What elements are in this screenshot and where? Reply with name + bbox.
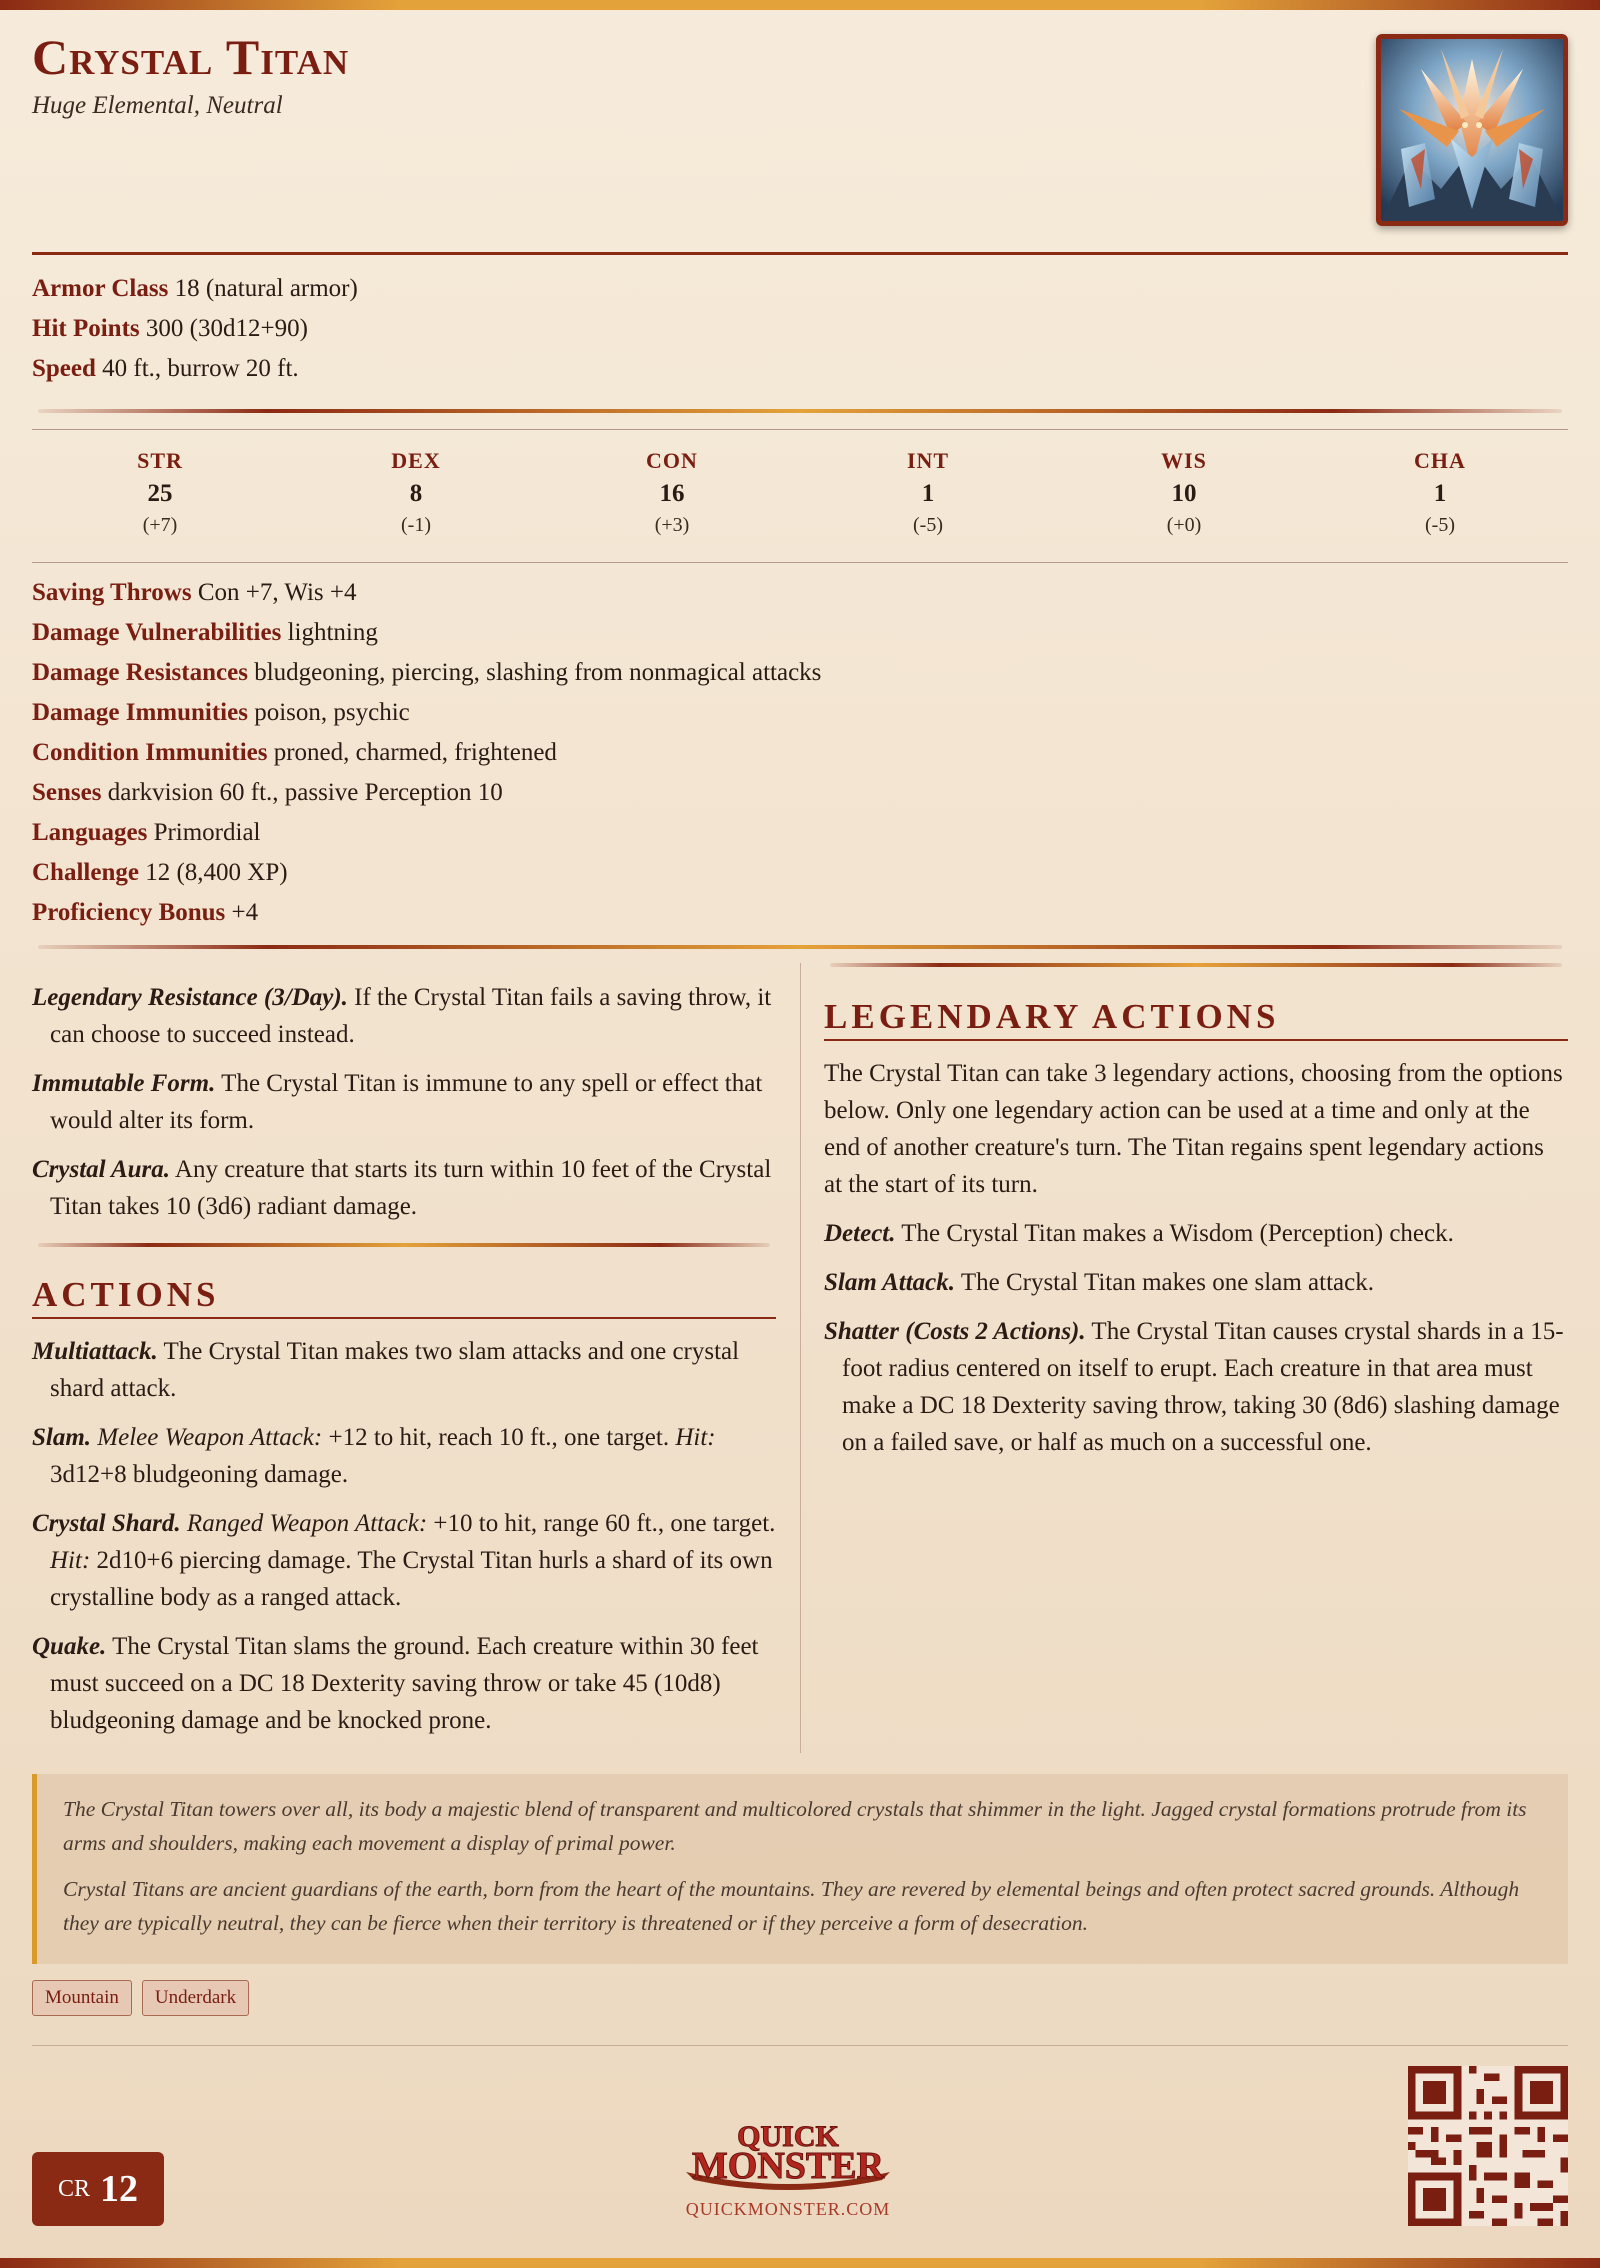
hit-label: Hit: — [675, 1424, 716, 1451]
ability-name: STR — [137, 448, 183, 473]
ability-score: 1 — [1433, 480, 1447, 507]
right-column — [824, 963, 1568, 1473]
prop-label: Damage Vulnerabilities — [32, 619, 282, 646]
prop-value: +4 — [231, 899, 259, 926]
action-text: 2d10+6 piercing damage. The Crystal Titan hurls a shard of its own crystalline body as a ranged attack. — [50, 1547, 773, 1611]
ability-score: 25 — [147, 480, 173, 507]
ability-modifier: (-1) — [401, 514, 431, 536]
legendary-name: Shatter (Costs 2 Actions). — [824, 1318, 1086, 1345]
challenge-line — [32, 853, 1568, 893]
action-crystal-shard — [32, 1505, 776, 1616]
logo-line2: MONSTER — [691, 2145, 885, 2187]
prop-label: Proficiency Bonus — [32, 899, 226, 926]
ability-modifier: (-5) — [1425, 514, 1455, 536]
languages-line — [32, 813, 1568, 853]
prop-label: Saving Throws — [32, 579, 192, 606]
legendary-intro: The Crystal Titan can take 3 legendary actions, choosing from the options below. Only one legendary action can be used at a time and only at the end of another creature's turn. The Titan regains spent legendary actions at the start of its turn. — [824, 1060, 1563, 1198]
prop-label: Languages — [32, 819, 148, 846]
legendary-action — [824, 1313, 1568, 1461]
armor-class-line — [32, 269, 1568, 309]
ability-name: CON — [646, 448, 698, 473]
logo-line1: QUICK — [737, 2120, 839, 2153]
action-quake — [32, 1628, 776, 1739]
proficiency-bonus-line — [32, 893, 1568, 933]
trait — [32, 1151, 776, 1225]
site-url[interactable]: QUICKMONSTER.COM — [685, 2199, 891, 2219]
ability-wis — [1056, 430, 1312, 562]
ability-score: 8 — [409, 480, 423, 507]
trait-name: Legendary Resistance (3/Day). — [32, 984, 348, 1011]
monster-portrait — [1376, 34, 1568, 226]
condition-immunities-line — [32, 733, 1568, 773]
tag-list — [32, 1980, 249, 2016]
trait-text: The Crystal Titan is immune to any spell or effect that would alter its form. — [50, 1070, 763, 1134]
legendary-action — [824, 1264, 1568, 1301]
armor-class-value: 18 (natural armor) — [174, 275, 358, 302]
action-text: The Crystal Titan slams the ground. Each creature within 30 feet must succeed on a DC 18 Dexterity saving throw or take 45 (10d8) bludgeoning damage and be knocked prone. — [50, 1633, 759, 1734]
action-name: Slam. — [32, 1424, 92, 1451]
cr-badge — [32, 2152, 164, 2226]
divider-rule — [38, 945, 1562, 949]
prop-value: 12 (8,400 XP) — [145, 859, 288, 886]
trait-name: Immutable Form. — [32, 1070, 216, 1097]
prop-label: Damage Immunities — [32, 699, 248, 726]
legendary-name: Slam Attack. — [824, 1269, 956, 1296]
action-text: +12 to hit, reach 10 ft., one target. — [322, 1424, 676, 1451]
prop-value: Con +7, Wis +4 — [197, 579, 357, 606]
action-text: The Crystal Titan makes two slam attacks and one crystal shard attack. — [50, 1338, 740, 1402]
ability-int — [800, 430, 1056, 562]
damage-vulnerabilities-line — [32, 613, 1568, 653]
speed-value: 40 ft., burrow 20 ft. — [102, 355, 299, 382]
left-column — [32, 963, 776, 1751]
divider-rule — [38, 409, 1562, 413]
hit-points-label: Hit Points — [32, 315, 140, 342]
ability-name: CHA — [1414, 448, 1466, 473]
action-text: 3d12+8 bludgeoning damage. — [50, 1461, 349, 1488]
legendary-action — [824, 1215, 1568, 1252]
header — [32, 0, 1568, 255]
cr-value: 12 — [100, 2168, 138, 2210]
ability-str — [32, 430, 288, 562]
properties — [32, 563, 1568, 933]
prop-label: Condition Immunities — [32, 739, 268, 766]
action-text: +10 to hit, range 60 ft., one target. — [427, 1510, 776, 1537]
ability-modifier: (+3) — [654, 514, 690, 536]
cr-label: CR — [57, 2175, 90, 2202]
lore-paragraph: Crystal Titans are ancient guardians of the earth, born from the heart of the mountains. They are revered by elemental beings and often protect sacred grounds. Although they are typically neutral, they can be fierce when their territory is threatened or if they perceive a form of desecration. — [63, 1877, 1520, 1935]
qr-code-icon[interactable] — [1408, 2066, 1568, 2226]
monster-name: Crystal Titan — [32, 29, 350, 85]
basic-stats — [32, 255, 1568, 389]
senses-line — [32, 773, 1568, 813]
logo-icon — [668, 2116, 908, 2192]
action-name: Crystal Shard. — [32, 1510, 181, 1537]
footer-divider — [32, 2045, 1568, 2046]
ability-name: DEX — [391, 448, 441, 473]
legendary-name: Detect. — [824, 1220, 896, 1247]
trait-text: If the Crystal Titan fails a saving throw, it can choose to succeed instead. — [50, 984, 772, 1048]
ability-scores — [32, 429, 1568, 563]
legendary-text: The Crystal Titan causes crystal shards in a 15-foot radius centered on itself to erupt. Each creature in that area must make a DC 18 Dexterity saving throw, taking 30 (8d6) slashing damage on a failed save, or half as much on a successful one. — [842, 1318, 1564, 1456]
attack-type: Ranged Weapon Attack: — [186, 1510, 428, 1537]
tag-mountain[interactable]: Mountain — [32, 1980, 132, 2016]
hit-points-line — [32, 309, 1568, 349]
ability-dex — [288, 430, 544, 562]
trait-name: Crystal Aura. — [32, 1156, 171, 1183]
prop-value: bludgeoning, piercing, slashing from nonmagical attacks — [254, 659, 822, 686]
prop-label: Damage Resistances — [32, 659, 248, 686]
speed-label: Speed — [32, 355, 96, 382]
legendary-text: The Crystal Titan makes one slam attack. — [955, 1269, 1374, 1296]
divider-rule — [38, 1243, 770, 1247]
saving-throws-line — [32, 573, 1568, 613]
tag-underdark[interactable]: Underdark — [142, 1980, 249, 2016]
bottom-border — [0, 2258, 1600, 2268]
damage-immunities-line — [32, 693, 1568, 733]
ability-cha — [1312, 430, 1568, 562]
hit-label: Hit: — [50, 1547, 91, 1574]
hit-points-value: 300 (30d12+90) — [145, 315, 308, 342]
action-name: Multiattack. — [32, 1338, 158, 1365]
ability-name: INT — [906, 448, 950, 473]
trait-text: Any creature that starts its turn within 10 feet of the Crystal Titan takes 10 (3d6) radiant damage. — [50, 1156, 772, 1220]
crystal-titan-portrait-icon — [1381, 39, 1563, 221]
speed-line — [32, 349, 1568, 389]
divider-rule — [830, 963, 1562, 967]
damage-resistances-line — [32, 653, 1568, 693]
prop-value: Primordial — [153, 819, 261, 846]
prop-value: proned, charmed, frightened — [273, 739, 557, 766]
action-name: Quake. — [32, 1633, 107, 1660]
lore-paragraph: The Crystal Titan towers over all, its body a majestic blend of transparent and multicolored crystals that shimmer in the light. Jagged crystal formations protrude from its arms and shoulders, making each movement a display of primal power. — [63, 1797, 1527, 1855]
column-divider — [800, 963, 801, 1753]
ability-name: WIS — [1161, 448, 1207, 473]
ability-modifier: (+7) — [142, 514, 178, 536]
legendary-text: The Crystal Titan makes a Wisdom (Perception) check. — [895, 1220, 1454, 1247]
armor-class-label: Armor Class — [32, 275, 169, 302]
ability-modifier: (-5) — [913, 514, 943, 536]
trait — [32, 1065, 776, 1139]
ability-con — [544, 430, 800, 562]
prop-value: darkvision 60 ft., passive Perception 10 — [107, 779, 503, 806]
trait — [32, 979, 776, 1053]
action-multiattack — [32, 1333, 776, 1407]
ability-modifier: (+0) — [1166, 514, 1202, 536]
ability-score: 10 — [1171, 480, 1197, 507]
monster-subtitle: Huge Elemental, Neutral — [32, 92, 283, 119]
prop-label: Senses — [32, 779, 102, 806]
attack-type: Melee Weapon Attack: — [97, 1424, 323, 1451]
stat-block — [32, 0, 1568, 1753]
lore-box — [32, 1774, 1568, 1964]
prop-value: lightning — [287, 619, 378, 646]
two-column-body — [32, 963, 1568, 1753]
ability-score: 1 — [921, 480, 935, 507]
legendary-actions-heading: LEGENDARY ACTIONS — [824, 997, 1568, 1041]
action-slam — [32, 1419, 776, 1493]
prop-value: poison, psychic — [254, 699, 410, 726]
quick-monster-logo[interactable] — [668, 2116, 908, 2220]
prop-label: Challenge — [32, 859, 139, 886]
ability-score: 16 — [659, 480, 685, 507]
actions-heading: ACTIONS — [32, 1275, 776, 1319]
